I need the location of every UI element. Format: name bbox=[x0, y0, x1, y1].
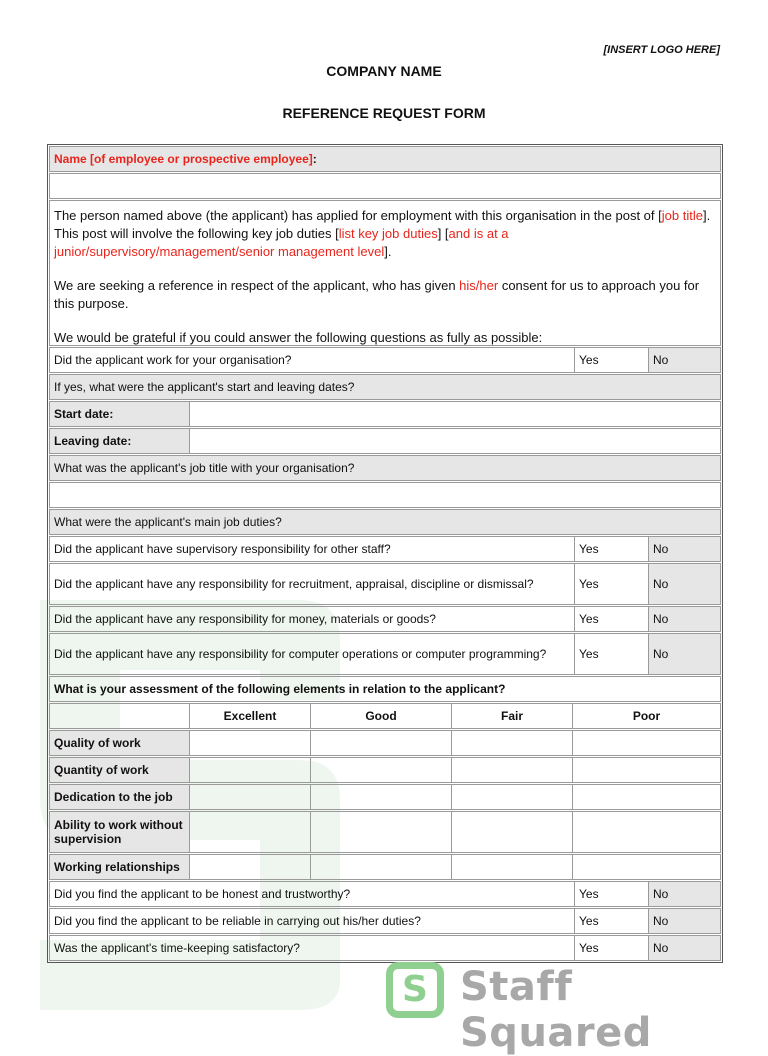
assessment-element-label: Working relationships bbox=[50, 855, 190, 879]
staff-squared-brand: Staff Squared bbox=[460, 964, 652, 1056]
rating-cell[interactable] bbox=[311, 855, 452, 879]
yes-option[interactable]: Yes bbox=[575, 564, 649, 604]
intro-row bbox=[49, 200, 721, 346]
staff-squared-logo-icon: S bbox=[386, 962, 444, 1018]
rating-cell[interactable] bbox=[573, 812, 720, 852]
question-row bbox=[49, 935, 721, 961]
no-option[interactable]: No bbox=[649, 348, 720, 372]
rating-cell[interactable] bbox=[190, 758, 311, 782]
column-good: Good bbox=[311, 704, 452, 728]
no-option[interactable]: No bbox=[649, 564, 720, 604]
company-name: COMPANY NAME bbox=[326, 63, 442, 79]
name-label: Name [of employee or prospective employee] : bbox=[54, 152, 317, 166]
leaving-date-row bbox=[49, 428, 721, 454]
job-title-input-row[interactable] bbox=[49, 482, 721, 508]
assessment-row bbox=[49, 784, 721, 810]
question-row bbox=[49, 536, 721, 562]
assessment-heading: What is your assessment of the following elements in relation to the applicant? bbox=[54, 682, 506, 696]
no-option[interactable]: No bbox=[649, 634, 720, 674]
yes-option[interactable]: Yes bbox=[575, 909, 649, 933]
rating-cell[interactable] bbox=[573, 785, 720, 809]
question-row bbox=[49, 347, 721, 373]
yes-option[interactable]: Yes bbox=[575, 634, 649, 674]
question-text: Did the applicant have any responsibility for computer operations or computer programming? bbox=[50, 634, 575, 674]
no-option[interactable]: No bbox=[649, 607, 720, 631]
section-row bbox=[49, 509, 721, 535]
question-row bbox=[49, 606, 721, 632]
assessment-element-label: Quality of work bbox=[50, 731, 190, 755]
assessment-corner bbox=[50, 704, 190, 728]
no-option[interactable]: No bbox=[649, 909, 720, 933]
no-option[interactable]: No bbox=[649, 537, 720, 561]
rating-cell[interactable] bbox=[452, 855, 573, 879]
assessment-element-label: Ability to work without supervision bbox=[50, 812, 190, 852]
rating-cell[interactable] bbox=[311, 812, 452, 852]
section-row bbox=[49, 455, 721, 481]
intro-text: The person named above (the applicant) has applied for employment with this organisation in the post of [job title]. This post will involve the following key job duties [list key job duties] [and is at a junior/supervisory/management/senior management level]. We are seeking a reference in respect of the applicant, who has given his/her consent for us to approach you for this purpose. We would be grateful if you could answer the following questions as fully as possible: bbox=[54, 208, 711, 345]
yes-option[interactable]: Yes bbox=[575, 607, 649, 631]
reference-form bbox=[47, 144, 723, 963]
assessment-heading-row bbox=[49, 676, 721, 702]
rating-cell[interactable] bbox=[190, 731, 311, 755]
column-poor: Poor bbox=[632, 709, 661, 723]
leaving-date-label: Leaving date: bbox=[50, 429, 190, 453]
yes-option[interactable]: Yes bbox=[575, 537, 649, 561]
yes-option[interactable]: Yes bbox=[575, 882, 649, 906]
question-text: Did the applicant have supervisory responsibility for other staff? bbox=[50, 537, 575, 561]
rating-cell[interactable] bbox=[573, 758, 720, 782]
logo-placeholder: [INSERT LOGO HERE] bbox=[603, 44, 720, 56]
section-row bbox=[49, 374, 721, 400]
section-text: If yes, what were the applicant's start and leaving dates? bbox=[54, 380, 355, 394]
start-date-row bbox=[49, 401, 721, 427]
question-text: Was the applicant's time-keeping satisfactory? bbox=[50, 936, 575, 960]
assessment-row bbox=[49, 730, 721, 756]
yes-option[interactable]: Yes bbox=[575, 348, 649, 372]
rating-cell[interactable] bbox=[573, 731, 720, 755]
column-excellent: Excellent bbox=[190, 704, 311, 728]
question-text: Did you find the applicant to be reliable in carrying out his/her duties? bbox=[50, 909, 575, 933]
assessment-element-label: Dedication to the job bbox=[50, 785, 190, 809]
name-label-row bbox=[49, 146, 721, 172]
yes-option[interactable]: Yes bbox=[575, 936, 649, 960]
rating-cell[interactable] bbox=[452, 731, 573, 755]
no-option[interactable]: No bbox=[649, 936, 720, 960]
section-text: What was the applicant's job title with your organisation? bbox=[54, 461, 355, 475]
assessment-row bbox=[49, 811, 721, 853]
assessment-header-row bbox=[49, 703, 721, 729]
rating-cell[interactable] bbox=[573, 855, 720, 879]
question-row bbox=[49, 563, 721, 605]
rating-cell[interactable] bbox=[311, 758, 452, 782]
question-row bbox=[49, 633, 721, 675]
start-date-label: Start date: bbox=[50, 402, 190, 426]
question-text: Did the applicant have any responsibility for recruitment, appraisal, discipline or dismissal? bbox=[50, 564, 575, 604]
start-date-input[interactable] bbox=[190, 402, 720, 426]
name-input-row[interactable] bbox=[49, 173, 721, 199]
rating-cell[interactable] bbox=[452, 812, 573, 852]
question-text: Did the applicant work for your organisation? bbox=[50, 348, 575, 372]
section-text: What were the applicant's main job duties? bbox=[54, 515, 282, 529]
question-text: Did the applicant have any responsibility for money, materials or goods? bbox=[50, 607, 575, 631]
rating-cell[interactable] bbox=[190, 812, 311, 852]
assessment-element-label: Quantity of work bbox=[50, 758, 190, 782]
rating-cell[interactable] bbox=[452, 785, 573, 809]
rating-cell[interactable] bbox=[190, 785, 311, 809]
leaving-date-input[interactable] bbox=[190, 429, 720, 453]
rating-cell[interactable] bbox=[452, 758, 573, 782]
question-text: Did you find the applicant to be honest and trustworthy? bbox=[50, 882, 575, 906]
assessment-row bbox=[49, 854, 721, 880]
rating-cell[interactable] bbox=[311, 785, 452, 809]
question-row bbox=[49, 908, 721, 934]
question-row bbox=[49, 881, 721, 907]
rating-cell[interactable] bbox=[311, 731, 452, 755]
no-option[interactable]: No bbox=[649, 882, 720, 906]
assessment-row bbox=[49, 757, 721, 783]
form-title: REFERENCE REQUEST FORM bbox=[282, 105, 486, 121]
column-fair: Fair bbox=[452, 704, 573, 728]
rating-cell[interactable] bbox=[190, 855, 311, 879]
